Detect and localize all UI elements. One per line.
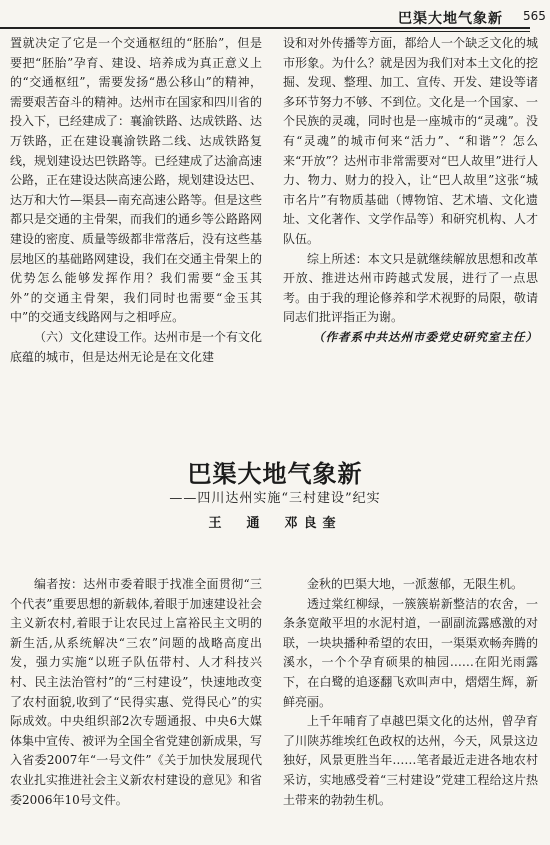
paragraph: 综上所述：本文只是就继续解放思想和改革开放、推进达州市跨越式发展，进行了一点思考。由于我的理论修养和学术视野的局限，敬请同志们批评指正为谢。 (283, 251, 538, 325)
paragraph: 金秋的巴渠大地，一派葱郁，无限生机。 (307, 577, 524, 591)
editor-note: 编者按：达州市委着眼于找准全面贯彻“三个代表”重要思想的新载体,着眼于加速建设社会主义新农村,着眼于让农民过上富裕民主文明的新生活,从系统解决“三农”问题的战略高度出发，强力实施“以班子队伍带村、人才科技兴村、民主法治管村”的“三村建设”，快速地改变了农村面貌,收到了“民得实惠、党得民心”的实际成效。中央组织部2次专题通报、中央6大媒体集中宣传、被评为全国全省党建创新成果，写入省委2007年“一号文件”《关于加快发展现代农业扎实推进社会主义新农村建设的意见》和省委2006年10号文件。 (10, 577, 263, 807)
bottom-right-column (283, 575, 538, 810)
article-subtitle: ——四川达州实施“三村建设”纪实 (169, 491, 381, 506)
paragraph: 设和对外传播等方面，都给人一个缺乏文化的城市形象。为什么？就是因为我们对本土文化的挖掘、发现、整理、加工、宣传、开发、建设等诸多环节努力不够、不到位。文化是一个国家、一个民族的灵魂，同时也是一座城市的“灵魂”。没有“灵魂”的城市何来“活力”、“和谐”？怎么来“开放”？达州市非常需要对“巴人故里”进行人力、物力、财力的投入，让“巴人故里”这张“城市名片”有物质基础（博物馆、艺术墙、文化遗址、文化著作、文学作品等）和研究机构、人才队伍。 (283, 36, 538, 246)
paragraph: 上千年哺育了卓越巴渠文化的达州，曾孕育了川陕苏维埃红色政权的达州，今天，风景这边独好，风景更胜当年……笔者最近走进各地农村采访，实地感受着“三村建设”党建工程给这片热土带来的勃勃生机。 (283, 714, 538, 807)
paragraph: 置就决定了它是一个交通枢纽的“胚胎”，但是要把“胚胎”孕育、建设、培养成为真正意义上的“交通枢纽”，需要发扬“愚公移山”的精神，需要艰苦奋斗的精神。达州市在国家和四川省的投入下，已经建成了：襄渝铁路、达成铁路、达万铁路，正在建设襄渝铁路二线、达成铁路复线，规划建设达巴铁路等。已经建成了达渝高速公路，正在建设达陕高速公路，规划建设达巴、达万和大竹—渠县—南充高速公路等。但是这些都只是交通的主骨架，而我们的通乡等公路路网建设的密度、质量等级都非常落后，没有这些基层地区的基础路网建设，我们在交通主骨架上的优势怎么能够发挥作用？我们需要“金玉其外”的交通主骨架，我们同时也需要“金玉其中”的交通支线路网与之相呼应。 (10, 36, 263, 325)
header-rule-secondary (370, 31, 530, 32)
paragraph: （六）文化建设工作。达州市是一个有文化底蕴的城市，但是达州无论是在文化建 (10, 329, 263, 364)
header-rule (0, 27, 530, 29)
author-footnote: （作者系中共达州市委党史研究室主任） (313, 329, 538, 344)
article-authors: 王 通 邓良奎 (208, 516, 342, 531)
top-left-column (10, 34, 262, 367)
paragraph: 透过棠红柳绿，一簇簇崭新整洁的农舍，一条条宽敞平坦的水泥村道，一副副流露感激的对联，一块块播种希望的农田，一渠渠欢畅奔腾的溪水，一个个孕育硕果的柚园……在阳光雨露下，在白鹭的追逐翻飞欢叫声中，熠熠生辉，新鲜亮丽。 (283, 596, 538, 709)
bottom-left-column (10, 575, 262, 810)
running-header-title: 巴渠大地气象新 (398, 11, 503, 27)
article-title: 巴渠大地气象新 (187, 460, 363, 488)
page-number: 565 (523, 9, 546, 23)
top-right-column (283, 34, 538, 348)
